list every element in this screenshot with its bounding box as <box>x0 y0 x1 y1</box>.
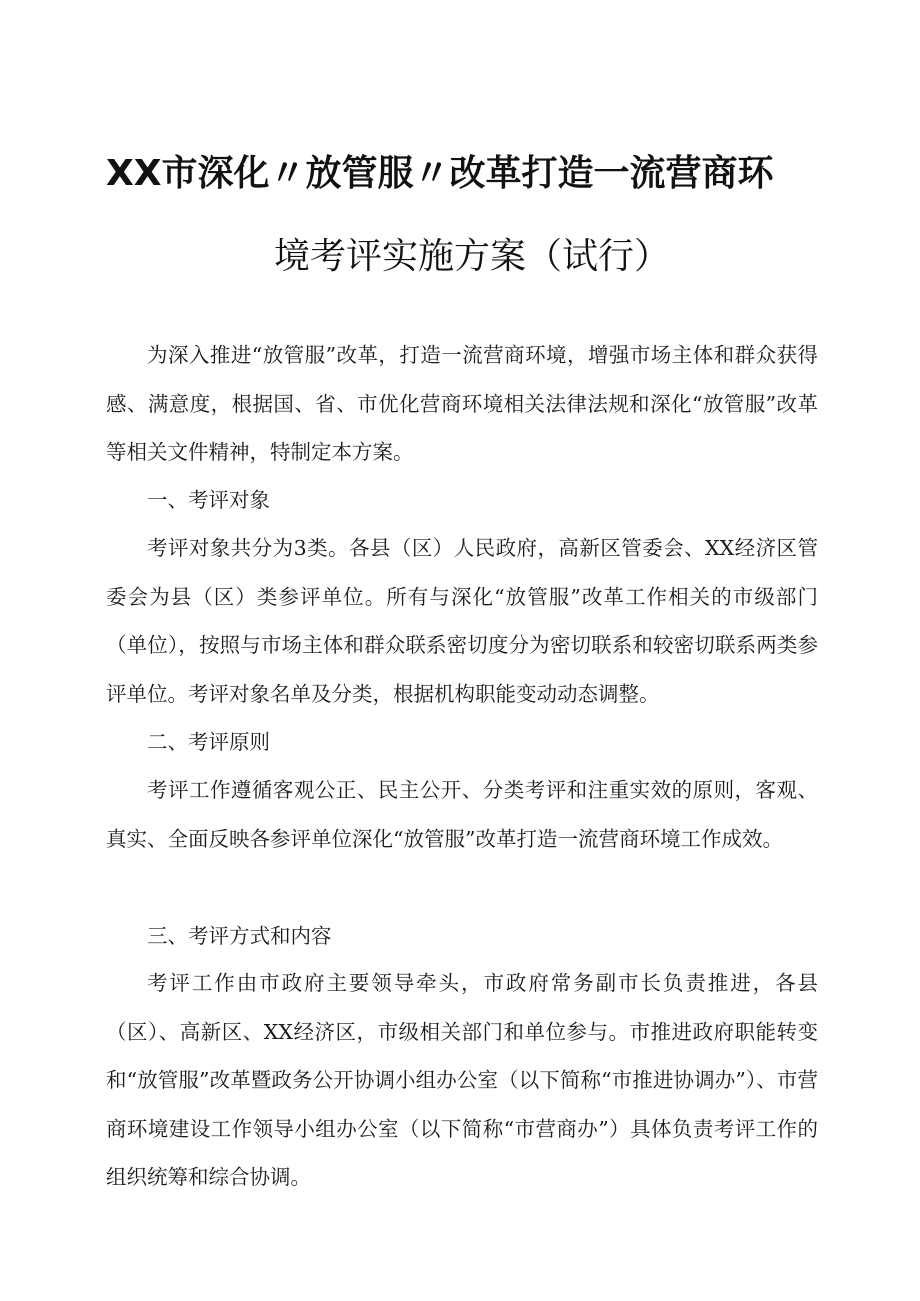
section-2-paragraph: 考评工作遵循客观公正、民主公开、分类考评和注重实效的原则，客观、真实、全面反映各参评单位深化“放管服”改革打造一流营商环境工作成效。 <box>106 778 818 851</box>
intro-paragraph: 为深入推进“放管服”改革，打造一流营商环境，增强市场主体和群众获得感、满意度，根据国、省、市优化营商环境相关法律法规和深化“放管服”改革等相关文件精神，特制定本方案。 <box>106 343 818 464</box>
section-heading-2: 二、考评原则 <box>147 730 270 754</box>
section-3-paragraph: 考评工作由市政府主要领导牵头，市政府常务副市长负责推进，各县（区）、高新区、XX经济区，市级相关部门和单位参与。市推进政府职能转变和“放管服”改革暨政务公开协调小组办公室（以下简称“市推进协调办”）、市营商环境建设工作领导小组办公室（以下简称“市营商办”）具体负责考评工作的组织统筹和综合协调。 <box>106 971 818 1189</box>
section-heading-3: 三、考评方式和内容 <box>147 924 332 948</box>
document-title-line-2: 境考评实施方案（试行） <box>274 236 671 277</box>
document-title-line-1: XX市深化〃放管服〃改革打造一流营商环 <box>106 153 774 194</box>
section-1-paragraph: 考评对象共分为3类。各县（区）人民政府，高新区管委会、XX经济区管委会为县（区）类参评单位。所有与深化“放管服”改革工作相关的市级部门（单位），按照与市场主体和群众联系密切度分为密切联系和较密切联系两类参评单位。考评对象名单及分类，根据机构职能变动动态调整。 <box>106 536 818 706</box>
section-heading-1: 一、考评对象 <box>147 488 270 512</box>
